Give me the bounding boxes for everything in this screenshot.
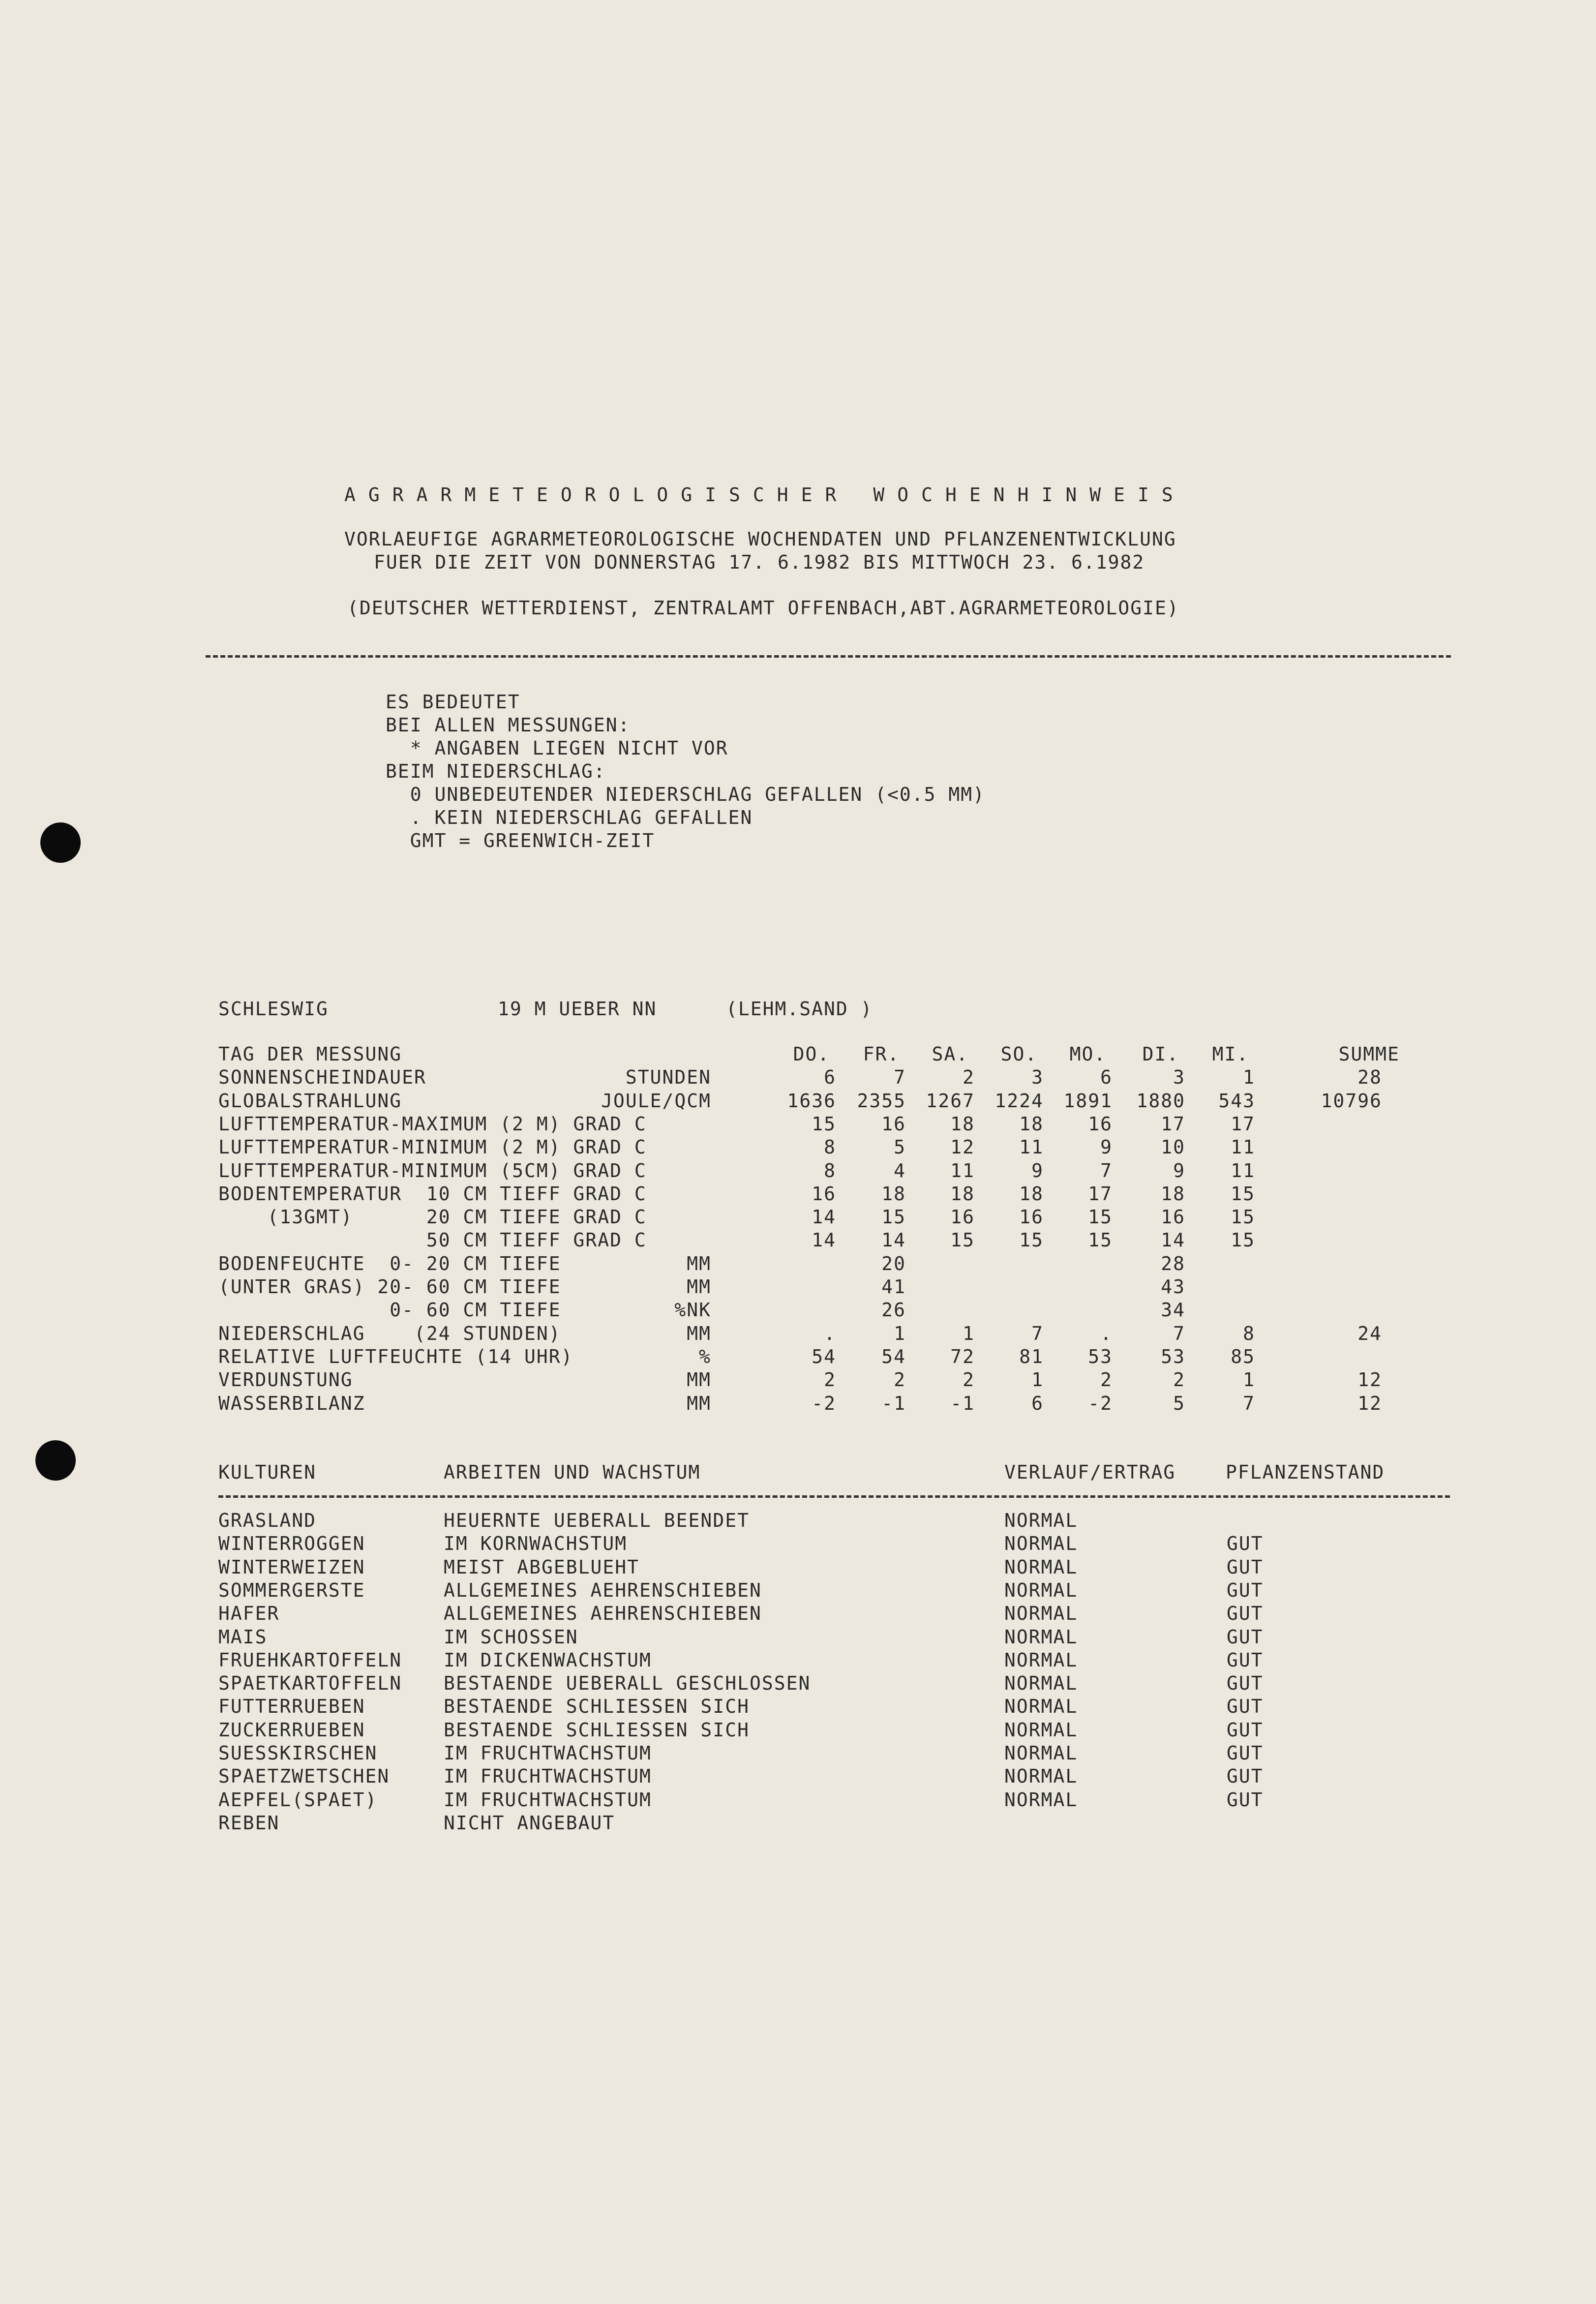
measurement-value: 9 bbox=[1031, 1159, 1044, 1182]
crop-stand: GUT bbox=[1227, 1556, 1264, 1578]
punch-hole-lower bbox=[35, 1440, 76, 1481]
crop-name: ZUCKERRUEBEN bbox=[218, 1719, 365, 1741]
crop-name: REBEN bbox=[218, 1812, 280, 1834]
measurement-label: (UNTER GRAS) 20- 60 CM TIEFE bbox=[218, 1276, 561, 1298]
crop-stand: GUT bbox=[1227, 1696, 1264, 1718]
source-line: (DEUTSCHER WETTERDIENST, ZENTRALAMT OFFENBACH,ABT.AGRARMETEOROLOGIE) bbox=[347, 597, 1179, 619]
measurement-value: 8 bbox=[824, 1136, 836, 1158]
measurement-value: -2 bbox=[1088, 1392, 1113, 1414]
measurement-value: 28 bbox=[1161, 1252, 1185, 1274]
measurement-value: 17 bbox=[1088, 1182, 1113, 1205]
measurement-value: 6 bbox=[824, 1066, 836, 1089]
measurement-label: GLOBALSTRAHLUNG bbox=[218, 1090, 402, 1112]
crop-name: SPAETZWETSCHEN bbox=[218, 1765, 390, 1788]
station-soil: (LEHM.SAND ) bbox=[726, 998, 873, 1020]
separator-top bbox=[206, 655, 1451, 658]
measurement-value: 5 bbox=[894, 1136, 906, 1158]
crop-name: SOMMERGERSTE bbox=[218, 1579, 365, 1601]
crop-stand: GUT bbox=[1227, 1719, 1264, 1741]
measurement-unit: MM bbox=[687, 1369, 711, 1391]
measurement-value: 14 bbox=[881, 1229, 906, 1251]
punch-hole-upper bbox=[40, 822, 81, 863]
legend-line: . KEIN NIEDERSCHLAG GEFALLEN bbox=[386, 807, 753, 828]
measurement-value: 543 bbox=[1218, 1090, 1255, 1112]
measurement-label: LUFTTEMPERATUR-MAXIMUM (2 M) GRAD C bbox=[218, 1113, 647, 1135]
measurement-value: 18 bbox=[1019, 1113, 1044, 1135]
measurement-value: 6 bbox=[1100, 1066, 1113, 1089]
measurement-value: 9 bbox=[1173, 1159, 1185, 1182]
measurement-value: 7 bbox=[1173, 1322, 1185, 1344]
document-title: AGRARMETEOROLOGISCHER WOCHENHINWEIS bbox=[344, 484, 1186, 506]
measurement-value: 15 bbox=[1088, 1229, 1113, 1251]
crop-work: IM DICKENWACHSTUM bbox=[444, 1649, 652, 1671]
measurement-value: 43 bbox=[1161, 1276, 1185, 1298]
measurement-sum: 24 bbox=[1357, 1322, 1382, 1344]
measurement-value: 16 bbox=[881, 1113, 906, 1135]
crop-work: BESTAENDE UEBERALL GESCHLOSSEN bbox=[444, 1672, 811, 1695]
sum-header: SUMME bbox=[1338, 1043, 1400, 1065]
weather-header-label: TAG DER MESSUNG bbox=[218, 1043, 402, 1065]
crop-work: IM FRUCHTWACHSTUM bbox=[444, 1742, 652, 1764]
crop-stand: GUT bbox=[1227, 1533, 1264, 1555]
measurement-label: (13GMT) 20 CM TIEFE GRAD C bbox=[218, 1206, 647, 1228]
measurement-value: 1636 bbox=[787, 1090, 836, 1112]
crop-work: IM KORNWACHSTUM bbox=[444, 1533, 628, 1555]
measurement-value: 1 bbox=[963, 1322, 975, 1344]
measurement-label: LUFTTEMPERATUR-MINIMUM (5CM) GRAD C bbox=[218, 1159, 647, 1182]
measurement-value: 26 bbox=[881, 1299, 906, 1321]
measurement-value: 41 bbox=[881, 1276, 906, 1298]
measurement-value: 1891 bbox=[1063, 1090, 1113, 1112]
crop-work: HEUERNTE UEBERALL BEENDET bbox=[444, 1510, 750, 1531]
measurement-label: 0- 60 CM TIEFE bbox=[218, 1299, 561, 1321]
crop-stand: GUT bbox=[1227, 1603, 1264, 1625]
crop-work: NICHT ANGEBAUT bbox=[444, 1812, 615, 1834]
measurement-value: 5 bbox=[1173, 1392, 1185, 1414]
measurement-value: 16 bbox=[812, 1182, 836, 1205]
crop-stand: GUT bbox=[1227, 1649, 1264, 1671]
station-name: SCHLESWIG bbox=[218, 998, 329, 1020]
measurement-value: 72 bbox=[950, 1345, 975, 1367]
crop-work: ALLGEMEINES AEHRENSCHIEBEN bbox=[444, 1603, 762, 1625]
legend-line: 0 UNBEDEUTENDER NIEDERSCHLAG GEFALLEN (<0.5 MM) bbox=[386, 784, 986, 805]
measurement-sum: 12 bbox=[1357, 1392, 1382, 1414]
day-header: SA. bbox=[932, 1043, 969, 1065]
measurement-value: 2 bbox=[1100, 1369, 1113, 1391]
measurement-value: 20 bbox=[881, 1252, 906, 1274]
measurement-unit: % bbox=[699, 1345, 711, 1367]
crop-stand: GUT bbox=[1227, 1742, 1264, 1764]
station-altitude: 19 M UEBER NN bbox=[498, 998, 657, 1020]
measurement-value: 10 bbox=[1161, 1136, 1185, 1158]
measurement-value: 1 bbox=[1031, 1369, 1044, 1391]
day-header: MI. bbox=[1212, 1043, 1249, 1065]
measurement-value: 14 bbox=[1161, 1229, 1185, 1251]
crop-stand: GUT bbox=[1227, 1626, 1264, 1648]
measurement-value: 4 bbox=[894, 1159, 906, 1182]
measurement-value: 85 bbox=[1231, 1345, 1255, 1367]
measurement-value: 15 bbox=[950, 1229, 975, 1251]
crop-work: BESTAENDE SCHLIESSEN SICH bbox=[444, 1719, 750, 1741]
crop-name: FRUEHKARTOFFELN bbox=[218, 1649, 402, 1671]
measurement-value: 6 bbox=[1031, 1392, 1044, 1414]
measurement-value: -1 bbox=[881, 1392, 906, 1414]
crop-yield: NORMAL bbox=[1004, 1672, 1078, 1695]
measurement-value: 2 bbox=[824, 1369, 836, 1391]
measurement-value: 18 bbox=[881, 1182, 906, 1205]
measurement-value: 7 bbox=[894, 1066, 906, 1089]
subtitle-line-1: VORLAEUFIGE AGRARMETEOROLOGISCHE WOCHENDATEN UND PFLANZENENTWICKLUNG bbox=[344, 528, 1176, 550]
measurement-value: 7 bbox=[1031, 1322, 1044, 1344]
measurement-value: 18 bbox=[1161, 1182, 1185, 1205]
measurement-value: 3 bbox=[1031, 1066, 1044, 1089]
measurement-value: 15 bbox=[1231, 1182, 1255, 1205]
crop-work: IM SCHOSSEN bbox=[444, 1626, 578, 1648]
measurement-unit: MM bbox=[687, 1392, 711, 1414]
separator-crops bbox=[218, 1495, 1450, 1498]
legend-line: BEIM NIEDERSCHLAG: bbox=[386, 760, 606, 782]
measurement-value: 1880 bbox=[1136, 1090, 1185, 1112]
measurement-value: 7 bbox=[1243, 1392, 1255, 1414]
measurement-value: 15 bbox=[812, 1113, 836, 1135]
measurement-value: 16 bbox=[950, 1206, 975, 1228]
measurement-value: 2 bbox=[1173, 1369, 1185, 1391]
subtitle-line-2: FUER DIE ZEIT VON DONNERSTAG 17. 6.1982 BIS MITTWOCH 23. 6.1982 bbox=[374, 551, 1145, 573]
measurement-value: 1 bbox=[894, 1322, 906, 1344]
measurement-sum: 10796 bbox=[1321, 1090, 1382, 1112]
crop-stand: GUT bbox=[1227, 1789, 1264, 1811]
crop-yield: NORMAL bbox=[1004, 1719, 1078, 1741]
measurement-label: LUFTTEMPERATUR-MINIMUM (2 M) GRAD C bbox=[218, 1136, 647, 1158]
measurement-value: 14 bbox=[812, 1206, 836, 1228]
measurement-label: 50 CM TIEFF GRAD C bbox=[218, 1229, 647, 1251]
measurement-value: 16 bbox=[1019, 1206, 1044, 1228]
measurement-label: VERDUNSTUNG bbox=[218, 1369, 353, 1391]
measurement-value: 9 bbox=[1100, 1136, 1113, 1158]
measurement-value: 81 bbox=[1019, 1345, 1044, 1367]
crops-header-culture: KULTUREN bbox=[218, 1461, 317, 1483]
measurement-value: 53 bbox=[1088, 1345, 1113, 1367]
crop-name: SUESSKIRSCHEN bbox=[218, 1742, 378, 1764]
measurement-value: 3 bbox=[1173, 1066, 1185, 1089]
crop-name: GRASLAND bbox=[218, 1510, 317, 1531]
crop-yield: NORMAL bbox=[1004, 1556, 1078, 1578]
day-header: FR. bbox=[863, 1043, 900, 1065]
crop-work: ALLGEMEINES AEHRENSCHIEBEN bbox=[444, 1579, 762, 1601]
crop-yield: NORMAL bbox=[1004, 1626, 1078, 1648]
crops-header-yield: VERLAUF/ERTRAG bbox=[1004, 1461, 1176, 1483]
crop-name: FUTTERRUEBEN bbox=[218, 1696, 365, 1718]
measurement-unit: MM bbox=[687, 1322, 711, 1344]
measurement-value: 15 bbox=[1231, 1229, 1255, 1251]
measurement-sum: 12 bbox=[1357, 1369, 1382, 1391]
measurement-value: . bbox=[824, 1322, 836, 1344]
measurement-value: 1 bbox=[1243, 1066, 1255, 1089]
measurement-value: 11 bbox=[1231, 1136, 1255, 1158]
crop-yield: NORMAL bbox=[1004, 1603, 1078, 1625]
crop-stand: GUT bbox=[1227, 1579, 1264, 1601]
crops-header-work: ARBEITEN UND WACHSTUM bbox=[444, 1461, 701, 1483]
crop-stand: GUT bbox=[1227, 1765, 1264, 1788]
measurement-value: 11 bbox=[950, 1159, 975, 1182]
measurement-value: 7 bbox=[1100, 1159, 1113, 1182]
measurement-label: RELATIVE LUFTFEUCHTE (14 UHR) bbox=[218, 1345, 573, 1367]
crop-yield: NORMAL bbox=[1004, 1742, 1078, 1764]
crop-yield: NORMAL bbox=[1004, 1579, 1078, 1601]
measurement-value: 15 bbox=[1088, 1206, 1113, 1228]
measurement-label: BODENTEMPERATUR 10 CM TIEFF GRAD C bbox=[218, 1182, 647, 1205]
crop-name: AEPFEL(SPAET) bbox=[218, 1789, 378, 1811]
crop-yield: NORMAL bbox=[1004, 1649, 1078, 1671]
measurement-value: . bbox=[1100, 1322, 1113, 1344]
measurement-value: 16 bbox=[1161, 1206, 1185, 1228]
crop-work: MEIST ABGEBLUEHT bbox=[444, 1556, 640, 1578]
measurement-unit: JOULE/QCM bbox=[601, 1090, 711, 1112]
crop-name: MAIS bbox=[218, 1626, 268, 1648]
measurement-value: -1 bbox=[950, 1392, 975, 1414]
crop-stand: GUT bbox=[1227, 1672, 1264, 1695]
measurement-value: 11 bbox=[1019, 1136, 1044, 1158]
measurement-value: 54 bbox=[881, 1345, 906, 1367]
crop-name: WINTERWEIZEN bbox=[218, 1556, 365, 1578]
measurement-value: 8 bbox=[824, 1159, 836, 1182]
crop-name: WINTERROGGEN bbox=[218, 1533, 365, 1555]
crop-work: BESTAENDE SCHLIESSEN SICH bbox=[444, 1696, 750, 1718]
crop-yield: NORMAL bbox=[1004, 1765, 1078, 1788]
measurement-value: 14 bbox=[812, 1229, 836, 1251]
measurement-value: 17 bbox=[1231, 1113, 1255, 1135]
measurement-value: 1267 bbox=[926, 1090, 975, 1112]
measurement-sum: 28 bbox=[1357, 1066, 1382, 1089]
measurement-value: 15 bbox=[1231, 1206, 1255, 1228]
crop-yield: NORMAL bbox=[1004, 1696, 1078, 1718]
measurement-value: 53 bbox=[1161, 1345, 1185, 1367]
measurement-value: 18 bbox=[950, 1182, 975, 1205]
measurement-label: NIEDERSCHLAG (24 STUNDEN) bbox=[218, 1322, 561, 1344]
measurement-value: 11 bbox=[1231, 1159, 1255, 1182]
crop-name: SPAETKARTOFFELN bbox=[218, 1672, 402, 1695]
measurement-value: 2 bbox=[894, 1369, 906, 1391]
measurement-label: SONNENSCHEINDAUER bbox=[218, 1066, 426, 1089]
measurement-value: 8 bbox=[1243, 1322, 1255, 1344]
measurement-unit: MM bbox=[687, 1252, 711, 1274]
measurement-value: 16 bbox=[1088, 1113, 1113, 1135]
measurement-value: 17 bbox=[1161, 1113, 1185, 1135]
legend-line: * ANGABEN LIEGEN NICHT VOR bbox=[386, 737, 728, 759]
crop-name: HAFER bbox=[218, 1603, 280, 1625]
day-header: MO. bbox=[1069, 1043, 1107, 1065]
measurement-unit: %NK bbox=[674, 1299, 711, 1321]
measurement-value: -2 bbox=[812, 1392, 836, 1414]
measurement-value: 18 bbox=[950, 1113, 975, 1135]
crop-yield: NORMAL bbox=[1004, 1533, 1078, 1555]
crops-header-stand: PFLANZENSTAND bbox=[1226, 1461, 1385, 1483]
measurement-value: 2 bbox=[963, 1066, 975, 1089]
measurement-value: 2 bbox=[963, 1369, 975, 1391]
measurement-value: 2355 bbox=[857, 1090, 906, 1112]
measurement-value: 34 bbox=[1161, 1299, 1185, 1321]
measurement-unit: STUNDEN bbox=[625, 1066, 711, 1089]
day-header: SO. bbox=[1000, 1043, 1038, 1065]
measurement-value: 15 bbox=[881, 1206, 906, 1228]
legend-line: BEI ALLEN MESSUNGEN: bbox=[386, 714, 631, 736]
crop-yield: NORMAL bbox=[1004, 1789, 1078, 1811]
crop-work: IM FRUCHTWACHSTUM bbox=[444, 1765, 652, 1788]
measurement-label: BODENFEUCHTE 0- 20 CM TIEFE bbox=[218, 1252, 561, 1274]
measurement-value: 54 bbox=[812, 1345, 836, 1367]
measurement-value: 18 bbox=[1019, 1182, 1044, 1205]
legend-line: ES BEDEUTET bbox=[386, 691, 520, 713]
measurement-unit: MM bbox=[687, 1276, 711, 1298]
measurement-label: WASSERBILANZ bbox=[218, 1392, 365, 1414]
legend-line: GMT = GREENWICH-ZEIT bbox=[386, 830, 655, 851]
crop-yield: NORMAL bbox=[1004, 1510, 1078, 1531]
measurement-value: 12 bbox=[950, 1136, 975, 1158]
day-header: DI. bbox=[1142, 1043, 1179, 1065]
measurement-value: 1 bbox=[1243, 1369, 1255, 1391]
measurement-value: 15 bbox=[1019, 1229, 1044, 1251]
crop-work: IM FRUCHTWACHSTUM bbox=[444, 1789, 652, 1811]
day-header: DO. bbox=[793, 1043, 830, 1065]
measurement-value: 1224 bbox=[994, 1090, 1044, 1112]
